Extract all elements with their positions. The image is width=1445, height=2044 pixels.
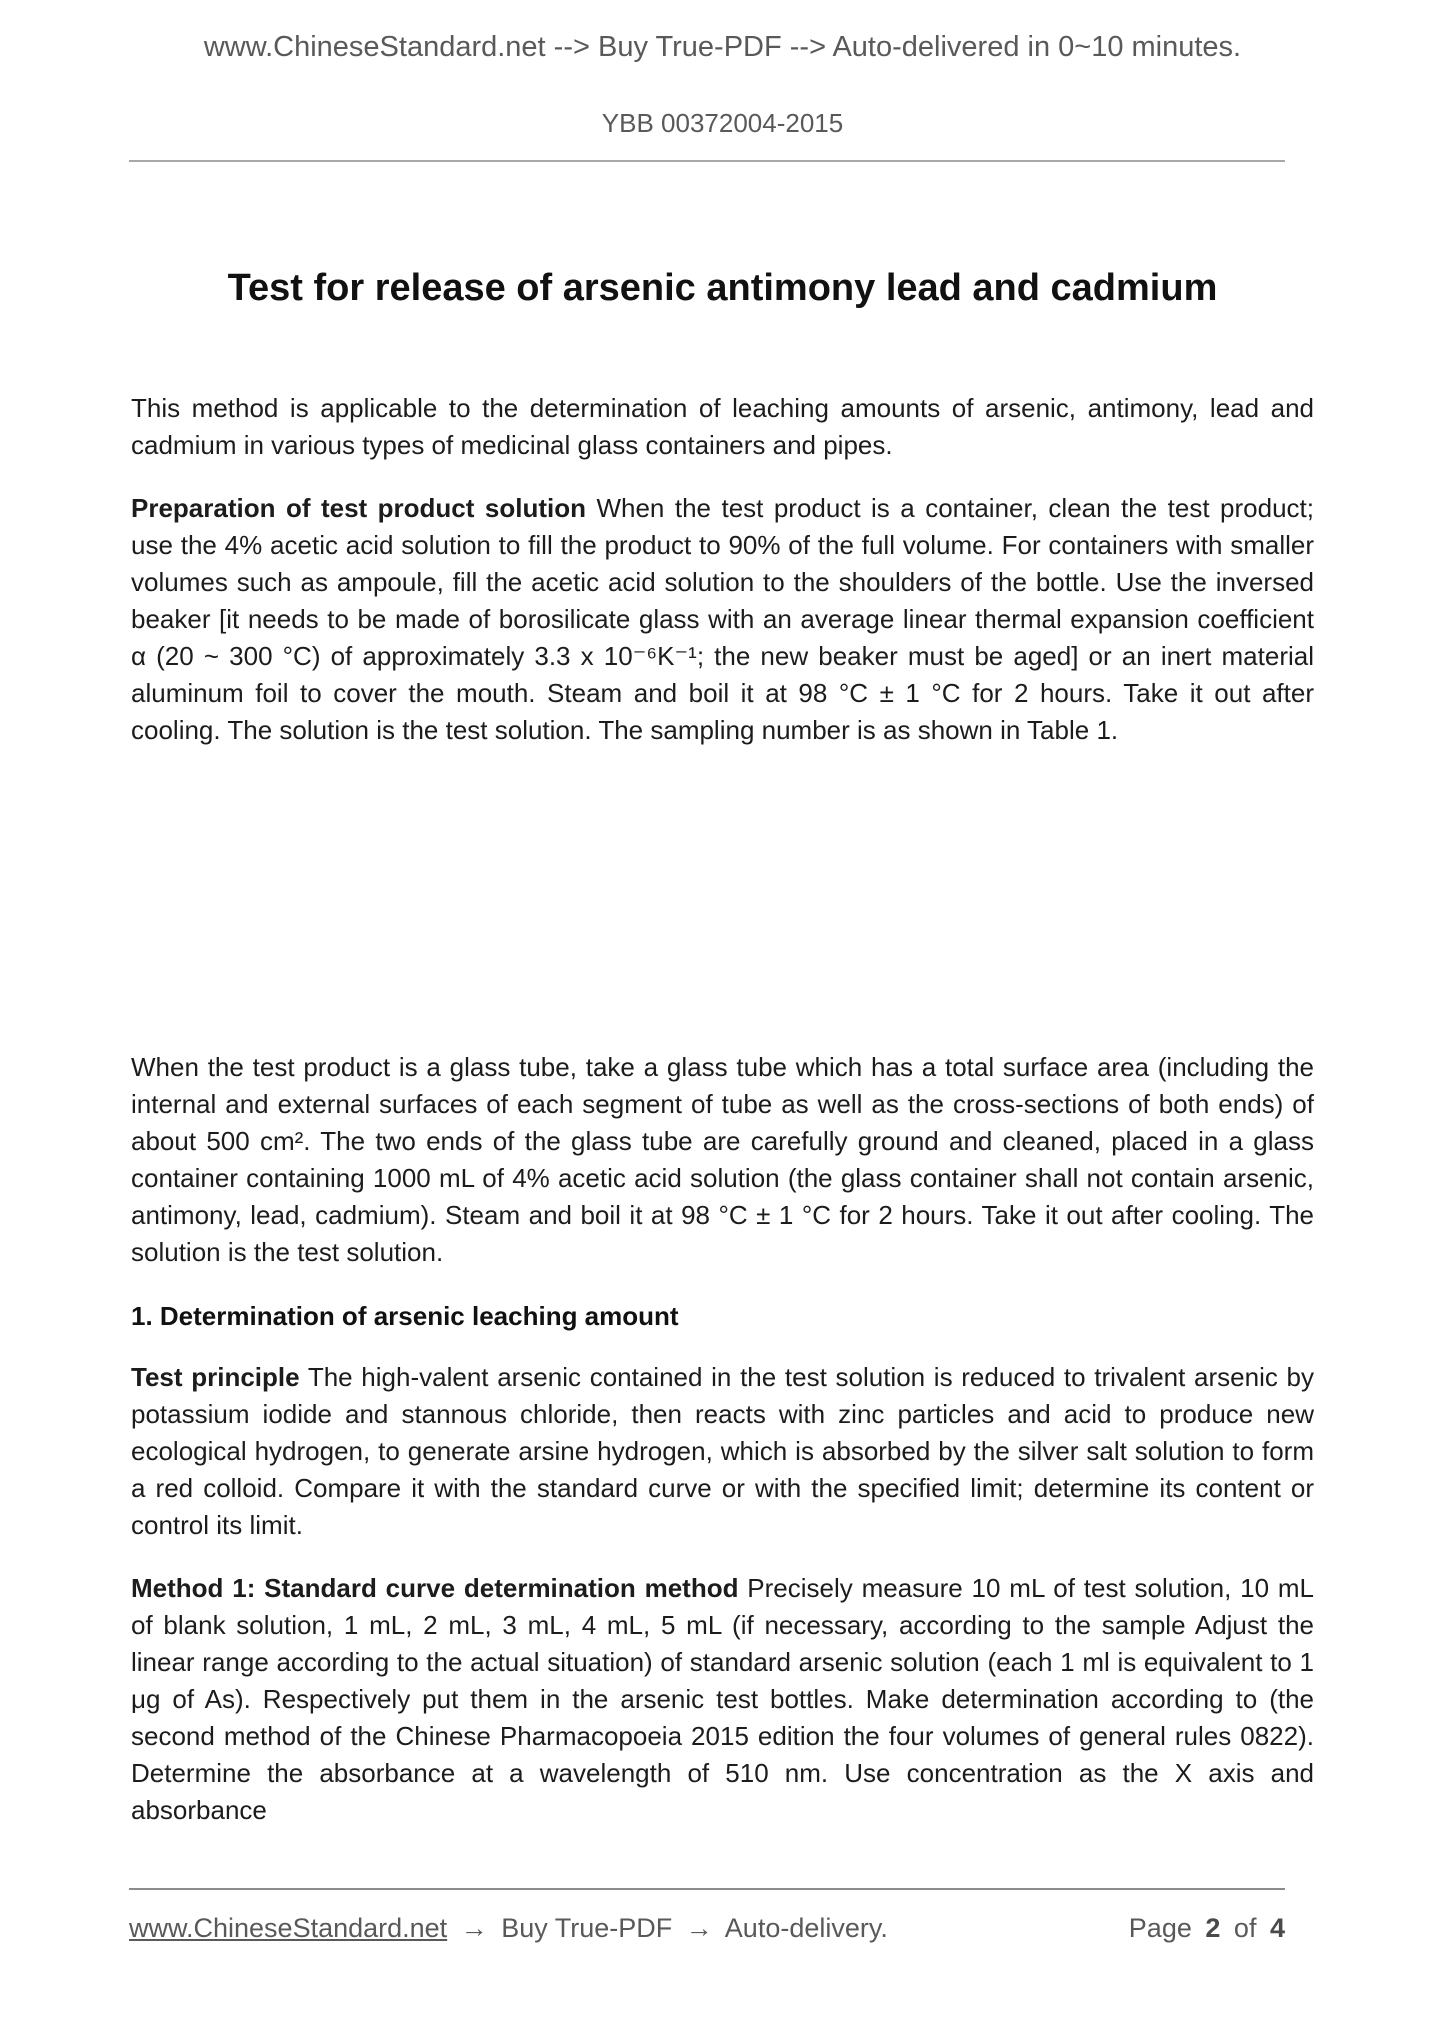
standard-number: YBB 00372004-2015 — [601, 108, 844, 138]
preparation-lead: Preparation of test product solution — [131, 493, 586, 523]
intro-paragraph-text: This method is applicable to the determination of leaching amounts of arsenic, antimony, lead and cadmium in various types of medicinal glass containers and pipes. — [131, 393, 1314, 460]
footer-buy-label: Buy True-PDF — [501, 1913, 673, 1943]
test-principle-body-text: The high-valent arsenic contained in the test solution is reduced to trivalent arsenic by potassium iodide and stannous chloride, then reacts with zinc particles and acid to produce new ecological hydrogen, to generate arsine hydrogen, which is absorbed by the silver salt solution to form a red colloid. Compare it with the standard curve or with the specified limit; determine its content or control its limit. — [131, 1362, 1314, 1540]
footer-site-link[interactable]: www.ChineseStandard.net — [129, 1913, 448, 1943]
test-principle-lead: Test principle — [131, 1362, 300, 1392]
preparation-paragraph — [131, 490, 1314, 749]
right-arrow-icon: → — [685, 1913, 713, 1943]
method-1-lead: Method 1: Standard curve determination method — [131, 1573, 739, 1603]
current-page-number: 2 — [1205, 1913, 1221, 1943]
page-indicator — [1123, 1912, 1285, 1944]
test-principle-paragraph — [131, 1359, 1314, 1544]
page-footer — [129, 1888, 1285, 1944]
preparation-body-text: When the test product is a container, clean the test product; use the 4% acetic acid solution to fill the product to 90% of the full volume. For containers with smaller volumes such as ampoule, fill the acetic acid solution to the shoulders of the bottle. Use the inversed beaker [it needs to be made of borosilicate glass with an average linear thermal expansion coefficient α (20 ~ 300 °C) of approximately 3.3 x 10⁻⁶K⁻¹; the new beaker must be aged] or an inert material aluminum foil to cover the mouth. Steam and boil it at 98 °C ± 1 °C for 2 hours. Take it out after cooling. The solution is the test solution. The sampling number is as shown in Table 1. — [131, 493, 1314, 745]
section-1-heading: 1. Determination of arsenic leaching amount — [131, 1301, 679, 1331]
total-page-number: 4 — [1269, 1913, 1285, 1943]
header-promo-line: www.ChineseStandard.net --> Buy True-PDF --> Auto-delivered in 0~10 minutes. — [203, 31, 1242, 63]
header-divider — [129, 160, 1285, 162]
document-title: Test for release of arsenic antimony lead and cadmium — [227, 267, 1218, 309]
right-arrow-icon: → — [460, 1913, 488, 1943]
document-body — [131, 390, 1314, 1829]
method-1-paragraph — [131, 1570, 1314, 1829]
footer-delivery-label: Auto-delivery. — [724, 1913, 888, 1943]
method-1-body-text: Precisely measure 10 mL of test solution, 10 mL of blank solution, 1 mL, 2 mL, 3 mL, 4 mL, 5 mL (if necessary, according to the sample Adjust the linear range according to the actual situation) of standard arsenic solution (each 1 ml is equivalent to 1 μg of As). Respectively put them in the arsenic test bottles. Make determination according to (the second method of the Chinese Pharmacopoeia 2015 edition the four volumes of general rules 0822). Determine the absorbance at a wavelength of 510 nm. Use concentration as the X axis and absorbance — [131, 1573, 1314, 1825]
intro-paragraph — [131, 390, 1314, 464]
page-word: Page — [1128, 1913, 1192, 1943]
of-word: of — [1233, 1913, 1257, 1943]
footer-promo — [129, 1912, 894, 1944]
glass-tube-paragraph — [131, 1049, 1314, 1271]
glass-tube-paragraph-text: When the test product is a glass tube, take a glass tube which has a total surface area (including the internal and external surfaces of each segment of tube as well as the cross-sections of both ends) of about 500 cm². The two ends of the glass tube are carefully ground and cleaned, placed in a glass container containing 1000 mL of 4% acetic acid solution (the glass container shall not contain arsenic, antimony, lead, cadmium). Steam and boil it at 98 °C ± 1 °C for 2 hours. Take it out after cooling. The solution is the test solution. — [131, 1052, 1314, 1267]
